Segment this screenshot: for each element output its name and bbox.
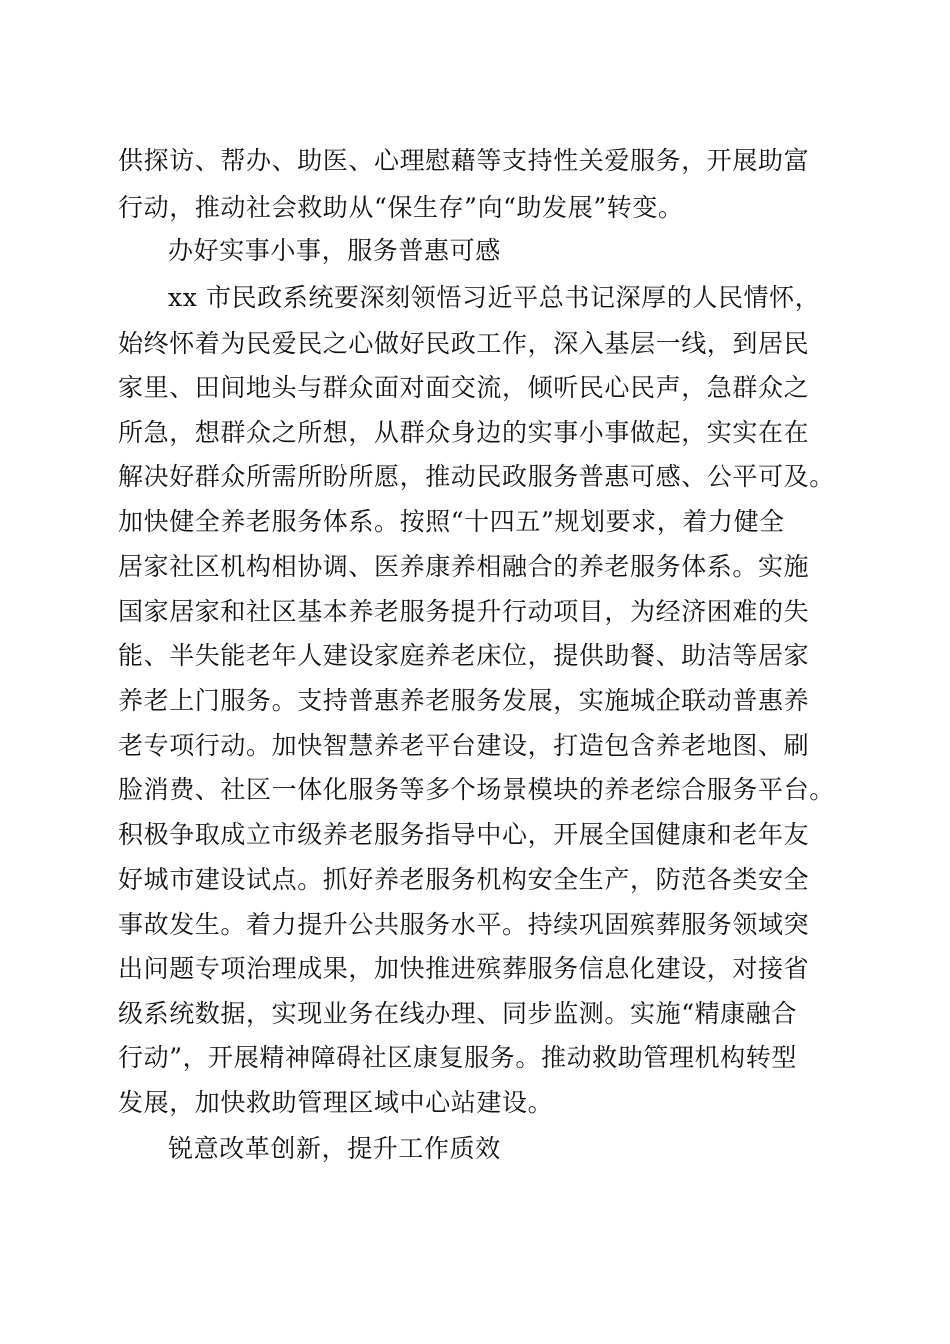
text-line: 所急，想群众之所想，从群众身边的实事小事做起，实实在在 <box>118 418 810 447</box>
text-line: 好城市建设试点。抓好养老服务机构安全生产，防范各类安全 <box>118 865 810 894</box>
text-line: 行动”，开展精神障碍社区康复服务。推动救助管理机构转型 <box>118 1043 797 1072</box>
text-line: 居家社区机构相协调、医养康养相融合的养老服务体系。实施 <box>118 552 810 581</box>
text-line: 供探访、帮办、助医、心理慰藉等支持性关爱服务，开展助富 <box>118 146 810 175</box>
text-line: 级系统数据，实现业务在线办理、同步监测。实施“精康融合 <box>118 999 797 1028</box>
text-line: 解决好群众所需所盼所愿，推动民政服务普惠可感、公平可及。 <box>118 462 835 491</box>
text-line: 始终怀着为民爱民之心做好民政工作，深入基层一线，到居民 <box>118 329 810 358</box>
paragraph-first-line: xx 市民政系统要深刻领悟习近平总书记深厚的人民情怀， <box>168 283 821 312</box>
text-line: 积极争取成立市级养老服务指导中心，开展全国健康和老年友 <box>118 820 810 849</box>
section-heading: 锐意改革创新，提升工作质效 <box>168 1134 501 1163</box>
text-line: 能、半失能老年人建设家庭养老床位，提供助餐、助洁等居家 <box>118 641 810 670</box>
text-line: 加快健全养老服务体系。按照“十四五”规划要求，着力健全 <box>118 507 785 536</box>
text-line: 行动，推动社会救助从“保生存”向“助发展”转变。 <box>118 193 684 222</box>
text-line: 养老上门服务。支持普惠养老服务发展，实施城企联动普惠养 <box>118 686 810 715</box>
text-line: 家里、田间地头与群众面对面交流，倾听民心民声，急群众之 <box>118 373 810 402</box>
text-line: 国家居家和社区基本养老服务提升行动项目，为经济困难的失 <box>118 597 810 626</box>
text-line: 脸消费、社区一体化服务等多个场景模块的养老综合服务平台。 <box>118 775 835 804</box>
section-heading: 办好实事小事，服务普惠可感 <box>168 236 501 265</box>
text-line: 事故发生。着力提升公共服务水平。持续巩固殡葬服务领域突 <box>118 910 810 939</box>
text-line: 老专项行动。加快智慧养老平台建设，打造包含养老地图、刷 <box>118 731 810 760</box>
text-line: 发展，加快救助管理区域中心站建设。 <box>118 1088 554 1117</box>
text-line: 出问题专项治理成果，加快推进殡葬服务信息化建设，对接省 <box>118 954 810 983</box>
